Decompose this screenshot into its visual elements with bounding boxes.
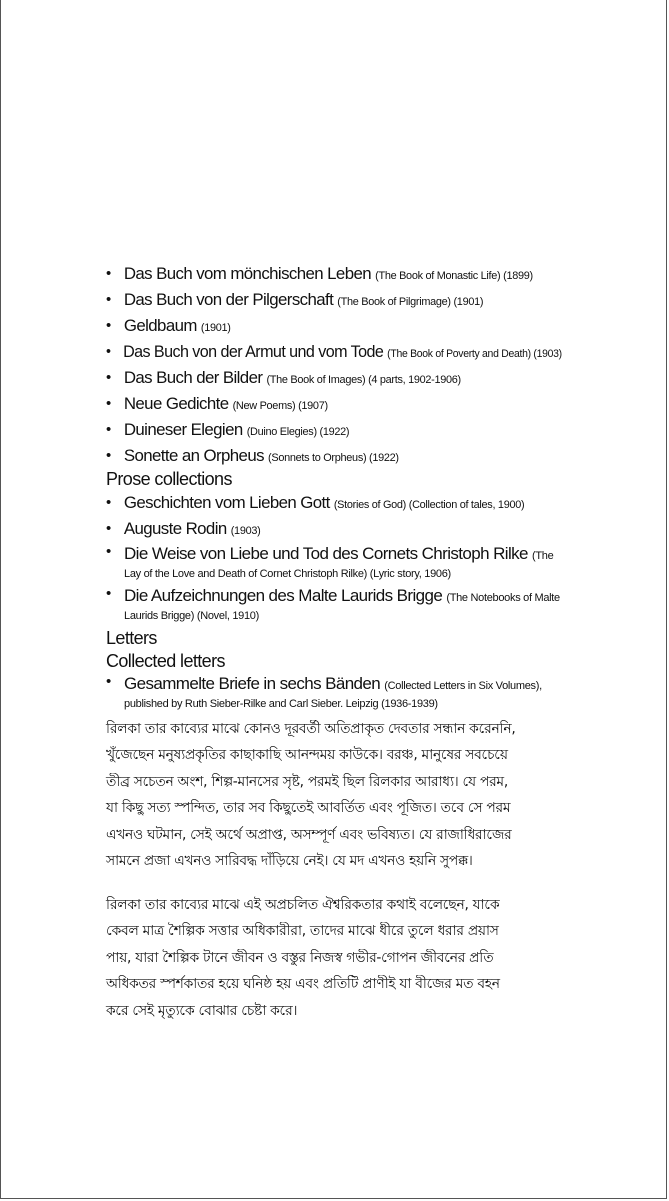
paragraph-line: সামনে প্রজা এখনও সারিবদ্ধ দাঁড়িয়ে নেই। যে মদ এখনও হয়নি সুপক্ক। xyxy=(106,853,473,870)
list-item xyxy=(106,418,562,444)
work-note: (1901) xyxy=(200,322,231,334)
paragraph-line: পায়, যারা শৈল্পিক টানে জীবন ও বস্তুর নিজস্ব গভীর-গোপন জীবনের প্রতি xyxy=(106,949,494,966)
paragraph-line: অধিকতর স্পর্শকাতর হয়ে ঘনিষ্ঠ হয় এবং প্রতিটি প্রাণীই যা বীজের মত বহন xyxy=(106,976,500,993)
list-item xyxy=(106,262,562,288)
list-item xyxy=(106,392,562,418)
list-item xyxy=(106,673,566,715)
bullet-icon: • xyxy=(106,343,111,360)
work-title: Geschichten vom Lieben Gott xyxy=(123,493,330,512)
work-title: Gesammelte Briefe in sechs Bänden xyxy=(124,674,381,693)
bullet-icon: • xyxy=(106,673,111,690)
list-item xyxy=(106,444,562,470)
bullet-icon: • xyxy=(106,369,111,386)
list-item xyxy=(106,517,562,543)
work-title: Duineser Elegien xyxy=(123,420,243,439)
work-note: (The Lay of the Love and Death of Cornet Christoph Rilke) (Lyric story, 1906) xyxy=(124,550,554,580)
work-note: (The Book of Images) (4 parts, 1902-1906) xyxy=(266,374,461,386)
bullet-icon: • xyxy=(106,585,111,602)
prose-list xyxy=(106,491,566,627)
work-note: (Stories of God) (Collection of tales, 1900) xyxy=(333,499,525,511)
work-note: (The Book of Pilgrimage) (1901) xyxy=(337,296,484,308)
letters-heading: Letters xyxy=(106,628,157,648)
list-item xyxy=(106,491,562,517)
paragraph-line: এখনও ঘটমান, সেই অর্থে অপ্রাপ্ত, অসম্পূর্ণ এবং ভবিষ্যত। যে রাজাধিরাজের xyxy=(106,826,512,843)
paragraph-line: রিলকা তার কাব্যের মাঝে কোনও দূরবর্তী অতিপ্রাকৃত দেবতার সন্ধান করেননি, xyxy=(106,721,516,737)
bullet-icon: • xyxy=(106,317,111,334)
work-title: Die Weise von Liebe und Tod des Cornets Christoph Rilke xyxy=(124,544,528,563)
work-title: Das Buch der Bilder xyxy=(123,368,263,387)
work-note: (The Book of Monastic Life) (1899) xyxy=(375,270,533,282)
bullet-icon: • xyxy=(106,421,111,438)
paragraph-line: কেবল মাত্র শৈল্পিক সত্তার অধিকারীরা, তাদের মাঝে ধীরে তুলে ধরার প্রয়াস xyxy=(106,923,499,940)
paragraph-line: যা কিছু সত্য স্পন্দিত, তার সব কিছুতেই আবর্তিত এবং পূজিত। তবে সে পরম xyxy=(106,800,511,817)
work-title: Das Buch von der Pilgerschaft xyxy=(123,290,334,309)
prose-heading: Prose collections xyxy=(106,469,232,489)
work-title: Sonette an Orpheus xyxy=(123,446,264,465)
bullet-icon: • xyxy=(106,291,111,308)
work-note: (Sonnets to Orpheus) (1922) xyxy=(268,452,399,464)
bullet-icon: • xyxy=(106,494,111,511)
list-item xyxy=(106,288,562,314)
bengali-paragraph-1 xyxy=(106,716,526,874)
prose-section xyxy=(106,468,566,715)
work-note: (The Notebooks of Malte Laurids Brigge) (Novel, 1910) xyxy=(124,592,560,622)
paragraph-line: তীব্র সচেতন অংশ, শিল্প-মানসের সৃষ্ট, পরমই ছিল রিলকার আরাধ্য। যে পরম, xyxy=(106,773,508,790)
work-note: (Duino Elegies) (1922) xyxy=(246,426,350,438)
list-item xyxy=(106,340,562,366)
work-note: (New Poems) (1907) xyxy=(232,400,328,412)
work-note: (Collected Letters in Six Volumes), published by Ruth Sieber-Rilke and Carl Sieber. Leipzig (1936-1939) xyxy=(124,680,542,710)
bullet-icon: • xyxy=(106,395,111,412)
bullet-icon: • xyxy=(106,543,111,560)
paragraph-line: রিলকা তার কাব্যের মাঝে এই অপ্রচলিত ঐশ্বরিকতার কথাই বলেছেন, যাকে xyxy=(106,897,500,913)
poetry-section xyxy=(106,262,566,470)
list-item xyxy=(106,543,566,585)
bengali-paragraph-2 xyxy=(106,892,526,1024)
work-note: (1903) xyxy=(230,525,261,537)
work-title: Die Aufzeichnungen des Malte Laurids Brigge xyxy=(124,586,443,605)
work-title: Das Buch von der Armut und vom Tode xyxy=(123,342,384,361)
work-title: Geldbaum xyxy=(123,316,197,335)
list-item xyxy=(106,585,566,627)
work-title: Neue Gedichte xyxy=(123,394,229,413)
list-item xyxy=(106,366,562,392)
paragraph-line: করে সেই মৃত্যুকে বোঝার চেষ্টা করে। xyxy=(106,1002,298,1019)
bullet-icon: • xyxy=(106,520,111,537)
letters-list xyxy=(106,673,566,715)
collected-letters-heading: Collected letters xyxy=(106,651,225,671)
list-item xyxy=(106,314,562,340)
bullet-icon: • xyxy=(106,265,111,282)
work-title: Das Buch vom mönchischen Leben xyxy=(123,264,372,283)
bullet-icon: • xyxy=(106,447,111,464)
paragraph-line: খুঁজেছেন মনুষ্যপ্রকৃতির কাছাকাছি আনন্দময় কাউকে। বরঞ্চ, মানুষের সবচেয়ে xyxy=(106,747,508,764)
work-note: (The Book of Poverty and Death) (1903) xyxy=(387,348,562,360)
work-title: Auguste Rodin xyxy=(123,519,227,538)
poetry-list xyxy=(106,262,566,470)
